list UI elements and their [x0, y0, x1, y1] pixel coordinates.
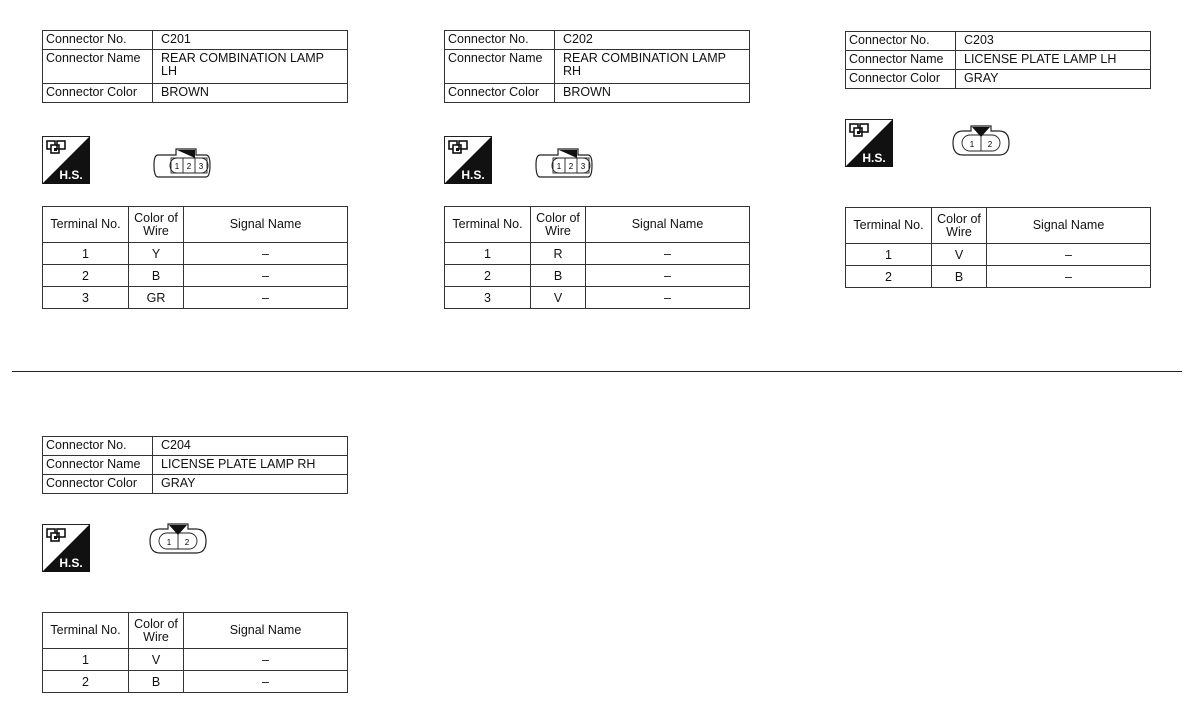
hs-badge-text: H.S. — [59, 168, 83, 182]
connector-color-value: GRAY — [956, 70, 1151, 89]
connector-no-value: C203 — [956, 32, 1151, 51]
connector-3pin-icon — [152, 145, 212, 185]
signal-name-header: Signal Name — [184, 207, 348, 243]
connector-block-c204 — [42, 436, 348, 689]
table-row: 1 Y – — [43, 243, 348, 265]
table-row: 3 V – — [445, 287, 750, 309]
terminal-table — [42, 612, 348, 693]
connector-no-label: Connector No. — [846, 32, 956, 51]
svg-text:1: 1 — [969, 140, 975, 149]
wire-color-header: Color of Wire — [932, 208, 987, 244]
connector-no-label: Connector No. — [43, 31, 153, 50]
connector-2pin-icon — [951, 124, 1011, 164]
connector-info-table — [42, 436, 348, 494]
connector-name-value: LICENSE PLATE LAMP RH — [153, 456, 348, 475]
svg-text:2: 2 — [186, 162, 192, 171]
terminal-no-header: Terminal No. — [445, 207, 531, 243]
hs-badge-text: H.S. — [59, 556, 83, 570]
hs-harness-side-icon — [845, 119, 893, 167]
connector-name-value: REAR COMBINATION LAMP LH — [153, 50, 348, 84]
connector-no-value: C201 — [153, 31, 348, 50]
terminal-no-header: Terminal No. — [43, 613, 129, 649]
hs-harness-side-icon — [444, 136, 492, 184]
terminal-table — [845, 207, 1151, 288]
svg-text:2: 2 — [568, 162, 574, 171]
table-row: 1 R – — [445, 243, 750, 265]
hs-harness-side-icon — [42, 136, 90, 184]
table-row: 1 V – — [846, 244, 1151, 266]
connector-color-value: BROWN — [153, 84, 348, 103]
svg-text:2: 2 — [987, 140, 993, 149]
hs-badge-text: H.S. — [862, 151, 886, 165]
terminal-no-header: Terminal No. — [43, 207, 129, 243]
section-divider — [12, 371, 1182, 372]
terminal-table — [444, 206, 750, 309]
hs-harness-side-icon — [42, 524, 90, 572]
connector-block-c203 — [845, 31, 1151, 284]
connector-block-c202 — [444, 30, 750, 305]
table-row: 2 B – — [43, 671, 348, 693]
connector-no-label: Connector No. — [445, 31, 555, 50]
svg-text:3: 3 — [580, 162, 586, 171]
signal-name-header: Signal Name — [987, 208, 1151, 244]
hs-badge-text: H.S. — [461, 168, 485, 182]
connector-color-value: GRAY — [153, 475, 348, 494]
connector-no-value: C204 — [153, 437, 348, 456]
connector-info-table — [42, 30, 348, 103]
connector-color-label: Connector Color — [43, 475, 153, 494]
svg-text:2: 2 — [184, 538, 190, 547]
table-row: 2 B – — [445, 265, 750, 287]
connector-2pin-icon — [148, 522, 208, 562]
connector-name-value: REAR COMBINATION LAMP RH — [555, 50, 750, 84]
table-row: 1 V – — [43, 649, 348, 671]
connector-name-value: LICENSE PLATE LAMP LH — [956, 51, 1151, 70]
connector-info-table — [845, 31, 1151, 89]
connector-name-label: Connector Name — [43, 456, 153, 475]
signal-name-header: Signal Name — [586, 207, 750, 243]
connector-no-value: C202 — [555, 31, 750, 50]
terminal-table — [42, 206, 348, 309]
connector-color-value: BROWN — [555, 84, 750, 103]
connector-block-c201 — [42, 30, 348, 305]
svg-text:3: 3 — [198, 162, 204, 171]
table-row: 2 B – — [846, 266, 1151, 288]
wire-color-header: Color of Wire — [531, 207, 586, 243]
connector-no-label: Connector No. — [43, 437, 153, 456]
connector-name-label: Connector Name — [445, 50, 555, 84]
connector-name-label: Connector Name — [43, 50, 153, 84]
wire-color-header: Color of Wire — [129, 613, 184, 649]
svg-text:1: 1 — [166, 538, 172, 547]
signal-name-header: Signal Name — [184, 613, 348, 649]
table-row: 3 GR – — [43, 287, 348, 309]
svg-text:1: 1 — [556, 162, 562, 171]
connector-3pin-icon — [534, 145, 594, 185]
connector-color-label: Connector Color — [43, 84, 153, 103]
connector-color-label: Connector Color — [846, 70, 956, 89]
connector-name-label: Connector Name — [846, 51, 956, 70]
connector-info-table — [444, 30, 750, 103]
table-row: 2 B – — [43, 265, 348, 287]
svg-text:1: 1 — [174, 162, 180, 171]
terminal-no-header: Terminal No. — [846, 208, 932, 244]
connector-color-label: Connector Color — [445, 84, 555, 103]
wire-color-header: Color of Wire — [129, 207, 184, 243]
